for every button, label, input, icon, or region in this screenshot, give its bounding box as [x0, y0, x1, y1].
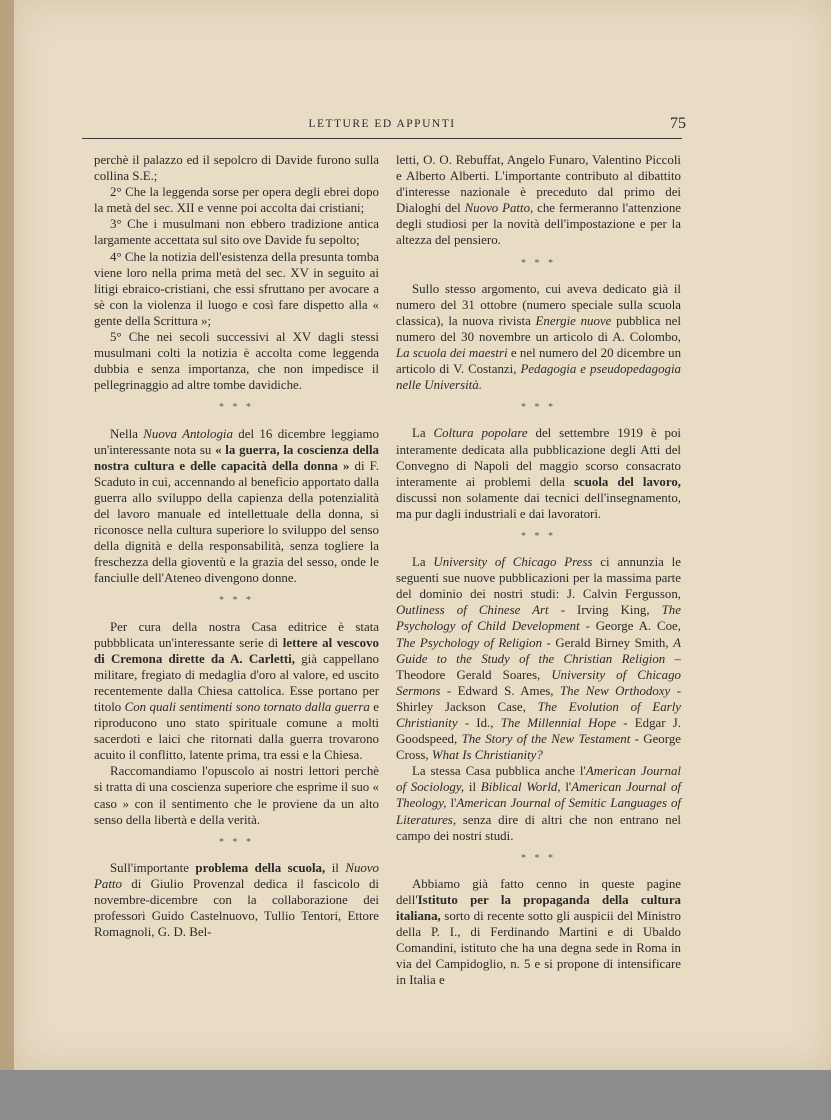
article-title: « la guerra, la coscienza della nostra cultura e delle capacità della donna » [94, 442, 379, 473]
book-title: University of Chicago Sermons [396, 667, 681, 698]
text: che fermeranno l'attenzione degli studiosi per la novità dell'impostazione e per la altezza del pensiero. [396, 201, 681, 248]
text: il [325, 860, 346, 875]
paragraph [396, 425, 681, 522]
journal-title: American Journal of Theology, [396, 780, 681, 811]
section-separator: * * * [219, 595, 254, 607]
book-title: The Story of the New Testament [461, 732, 631, 747]
section-separator: * * * [521, 530, 556, 542]
book-title: The Evolution of Early Christianity [396, 699, 682, 730]
text: Nella [110, 426, 144, 441]
bold-phrase: lettere al vescovo di Cremona dirette da A. Carletti, [94, 635, 379, 666]
text: di F. Scaduto in cui, accennando al beneficio apportato dalla guerra allo sviluppo della capienza della potenzialità del lavoro manuale ed intellettuale della donna, si riconosce nella cultura superiore lo sviluppo del senso della dignità e della responsabilità, senza togliere la freschezza della gioventù e la grazia del sesso, onde le fanciulle dell'Ateneo divengono donne. [94, 458, 379, 586]
text: del 16 dicembre leggiamo un'interessante nota su [94, 426, 379, 457]
paragraph: perchè il palazzo ed il sepolcro di Davide furono sulla collina S.E.; [94, 153, 379, 184]
text: La [412, 426, 434, 441]
right-column [396, 152, 681, 989]
text: senza dire di altri che non entrano nel campo dei nostri studi. [396, 812, 681, 843]
bold-phrase: scuola del lavoro, [573, 474, 682, 489]
paragraph: 5° Che nei secoli successivi al XV dagli stessi musulmani colti la notizia è accolta come leggenda dubbia e senza importanza, che non impedisce il pellegrinaggio ad altre tombe davidiche. [94, 330, 379, 393]
text: ci annunzia le seguenti sue nuove pubblicazioni per la massima parte del dominio dei nostri studi: J. Calvin Fergusson, [396, 555, 681, 602]
text: - Irving King, [548, 603, 662, 618]
text: La [412, 555, 434, 570]
text: di Giulio Provenzal dedica il fascicolo di novembre-dicembre con la collaborazione dei professori Guido Castelnuovo, Tullio Tentori, Ettore Romagnoli, G. D. Bel- [94, 876, 379, 940]
paragraph [396, 876, 681, 989]
text: Abbiamo già fatto cenno in queste pagine dell' [396, 876, 681, 907]
text: - George A. Coe, [579, 619, 681, 634]
book-title: The Psychology of Child Development [396, 603, 681, 634]
text: già cappellano militare, fregiato di medaglia d'oro al valore, ed uscito recentemente dalla Chiesa cattolica. Esse portano per titolo [94, 651, 379, 714]
text: - George Cross, [396, 732, 681, 763]
journal-title: Nuovo Patto [94, 860, 379, 891]
text: il [464, 780, 481, 795]
running-head: LETTURE ED APPUNTI [308, 118, 456, 130]
page-header [82, 115, 686, 139]
text: sorto di recente sotto gli auspicii del Ministro della P. I., di Ferdinando Martini e di Ubaldo Comandini, istituto che ha una degna sede in Roma in via del Campidoglio, n. 5 e si propone di intensificare in Italia e [396, 909, 681, 988]
article-title: La scuola dei maestri [396, 346, 508, 361]
text: - Id., [457, 716, 501, 730]
text: Sull'importante [110, 860, 196, 875]
text: La stessa Casa pubblica anche l' [412, 764, 586, 779]
paragraph [396, 763, 681, 843]
text: l' [560, 780, 572, 795]
text: pubblica nel numero del 30 novembre un articolo di A. Colombo, [396, 313, 681, 344]
book-title: The New Orthodoxy [559, 683, 671, 698]
section-separator: * * * [521, 852, 556, 864]
journal-title: Coltura popolare [433, 426, 528, 441]
paragraph [396, 554, 681, 763]
paragraph: Raccomandiamo l'opuscolo ai nostri lettori perchè si tratta di una coscienza superiore che esprime il suo « caso » con il sentimento che le proviene da un alto senso della libertà e della verità. [94, 764, 379, 827]
text: del settembre 1919 è poi interamente dedicata alla pubblicazione degli Atti del Convegno di Napoli del maggio scorso consacrato interamente ai problemi della [396, 426, 681, 489]
text: - Edgar J. Goodspeed, [396, 716, 681, 747]
publisher-name: University of Chicago Press [433, 555, 593, 570]
text: - Edward S. Ames, [440, 683, 560, 698]
bold-phrase: problema della scuola, [195, 860, 326, 875]
section-separator: * * * [219, 402, 254, 414]
left-column [94, 152, 379, 940]
journal-title: American Journal of Sociology, [396, 764, 681, 795]
paragraph: 4° Che la notizia dell'esistenza della presunta tomba viene loro nella prima metà del sec. XV in seguito ai litigi ebraico-cristiani, che essi sfruttano per avocare a sè con la violenza il luogo e così fare dispetto alla « gente della Scrittura »; [94, 249, 379, 328]
section-separator: * * * [521, 257, 556, 269]
paragraph [396, 152, 681, 249]
text: Per cura della nostra Casa editrice è stata pubbblicata un'interessante serie di [94, 619, 379, 650]
section-separator: * * * [521, 402, 556, 414]
book-title: The Millennial Hope [500, 716, 617, 730]
text: e riproducono uno stato spirituale comune a molti sacerdoti e laici che ritornati dalla guerra trovarono acuito il conflitto, latente prima, tra essi e la Chiesa. [94, 700, 379, 763]
text: discussi non solamente dai tecnici dell'insegnamento, ma pur dagli industriali e dai lavoratori. [396, 490, 681, 521]
book-title: Con quali sentimenti sono tornato dalla guerra [124, 700, 370, 714]
text: - Shirley Jackson Case, [396, 683, 681, 714]
journal-title: Energie nuove [535, 313, 612, 328]
paragraph [94, 426, 379, 587]
text: letti, O. O. Rebuffat, Angelo Funaro, Valentino Piccoli e Alberto Alberti. L'importante contributo al dibattito d'interesse nazionale è preceduto dal primo dei Dialoghi del [396, 153, 681, 216]
text: - Gerald Birney Smith, [542, 635, 674, 650]
text: l' [446, 796, 457, 811]
journal-title: Nuova Antologia [143, 426, 233, 441]
page-number: 75 [670, 115, 686, 132]
journal-title: Nuovo Patto, [464, 201, 534, 216]
left-background [0, 0, 14, 1120]
paragraph [396, 281, 681, 394]
paragraph [94, 860, 379, 940]
article-title: Pedagogia e pseudopedagogia nelle Università. [396, 362, 681, 393]
paragraph: 3° Che i musulmani non ebbero tradizione antica largamente accettata sul sito ove Davide fu sepolto; [94, 217, 379, 248]
book-title: What Is Christianity? [431, 748, 543, 763]
journal-title: Biblical World, [480, 780, 561, 795]
journal-title: American Journal of Semitic Languages of Literatures, [396, 796, 681, 827]
text: – Theodore Gerald Soares, [396, 651, 682, 682]
paragraph [94, 619, 379, 764]
book-title: Outliness of Chinese Art [396, 603, 549, 618]
text: Sullo stesso argomento, cui aveva dedicato già il numero del 31 ottobre (numero speciale sulla scuola classica), la nuova rivista [396, 281, 681, 328]
bold-phrase: Istituto per la propaganda della cultura italiana, [396, 892, 681, 924]
book-title: The Psychology of Religion [396, 635, 543, 650]
paragraph: 2° Che la leggenda sorse per opera degli ebrei dopo la metà del sec. XII e venne poi accolta dai cristiani; [94, 185, 379, 216]
bottom-background [0, 1070, 831, 1120]
text: e nel numero del 20 dicembre un articolo di V. Costanzi, [396, 346, 682, 377]
book-title: A Guide to the Study of the Christian Religion [396, 635, 681, 666]
section-separator: * * * [219, 836, 254, 848]
